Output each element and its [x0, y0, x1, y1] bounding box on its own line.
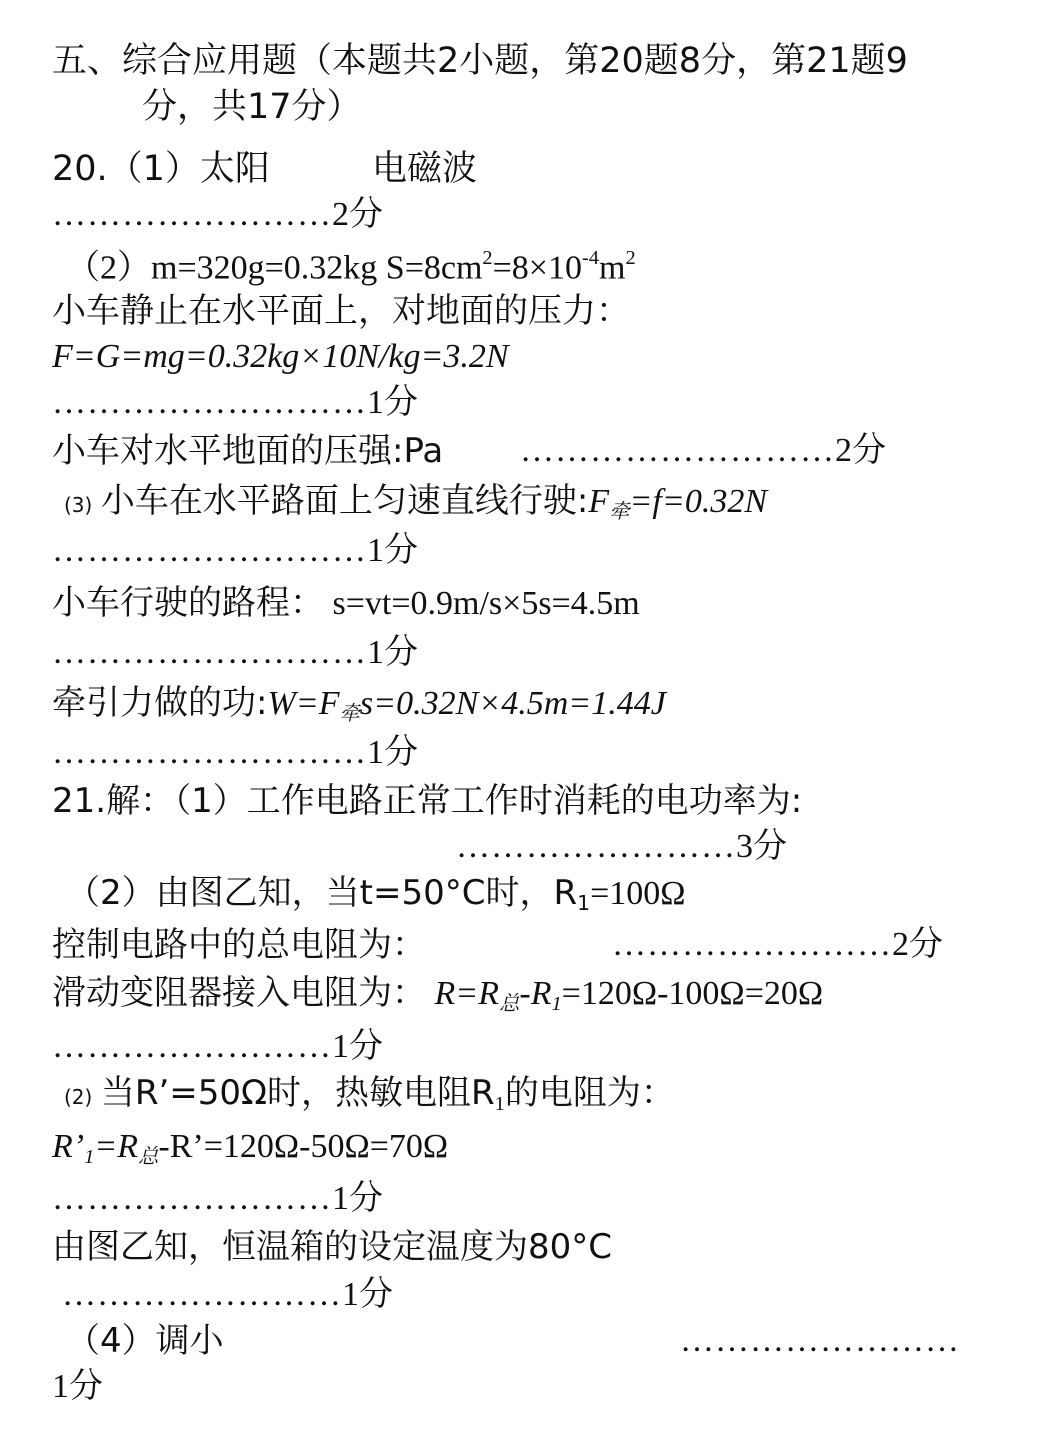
- subscript: 牵: [339, 701, 360, 726]
- score: 2分: [332, 196, 383, 233]
- score: 2分: [892, 926, 943, 963]
- part3-text: 小车在水平路面上匀速直线行驶:: [100, 481, 589, 521]
- subscript: 牵: [609, 499, 630, 524]
- given-text: （2）m=320g=0.32kg S=8cm: [66, 249, 483, 287]
- q21-total-resistance-score-line: [612, 928, 943, 962]
- part2-text: （2）由图乙知，当t=50°C时，R: [66, 873, 578, 913]
- slider-label: 滑动变阻器接入电阻为：: [52, 973, 426, 1013]
- superscript: 2: [482, 247, 493, 269]
- slider-eq: -R: [519, 975, 552, 1012]
- q21-part3-line: [64, 1073, 675, 1116]
- subscript: 1: [84, 1146, 95, 1169]
- dot-leader: ………………………: [52, 532, 367, 569]
- dot-leader: ………………………: [52, 634, 367, 671]
- work-equation: s=0.32N×4.5m=1.44J: [359, 685, 666, 722]
- subscript: 总: [498, 991, 520, 1016]
- distance-label: 小车行驶的路程：: [52, 583, 324, 623]
- q21-r1-prime-equation: [52, 1130, 448, 1168]
- work-label: 牵引力做的功:: [52, 683, 268, 723]
- q21-temperature-score-line: [62, 1278, 393, 1312]
- q21-part1-score-line: [456, 830, 787, 864]
- part3-text: 当R’=50Ω时，热敏电阻R: [100, 1073, 495, 1113]
- q20-part3-line: [64, 481, 767, 524]
- score: 1分: [367, 634, 418, 671]
- q20-distance-line: [52, 583, 640, 623]
- q20-part1-label: 20.（1）太阳: [52, 149, 270, 189]
- q20-pressure-label: 小车对水平地面的压强:Pa: [52, 431, 444, 471]
- dot-leader: ……………………: [612, 926, 892, 963]
- q21-part1-label: 21.解：（1）工作电路正常工作时消耗的电功率为:: [52, 781, 803, 821]
- part3-equation: =f=0.32N: [629, 483, 767, 520]
- dot-leader: ………………………: [52, 384, 367, 421]
- dot-leader: ………………………: [520, 432, 835, 469]
- part3-text: 的电阻为：: [504, 1073, 675, 1113]
- subscript: 1: [494, 1093, 505, 1116]
- q21-total-resistance-label: 控制电路中的总电阻为：: [52, 925, 426, 965]
- part-number: (2): [64, 1085, 93, 1109]
- dot-leader: ………………………: [52, 734, 367, 771]
- q21-part4-label: （4）调小: [66, 1321, 224, 1361]
- given-text: m: [598, 249, 626, 287]
- q20-distance-score-line: [52, 636, 418, 670]
- score: 2分: [835, 432, 886, 469]
- q21-part4-score: 1分: [52, 1368, 103, 1405]
- part2-value: =100Ω: [590, 875, 686, 912]
- q21-slider-line: [52, 973, 824, 1016]
- dot-leader: ……………………: [52, 196, 332, 233]
- superscript: 2: [625, 247, 636, 269]
- subscript: 总: [138, 1144, 159, 1169]
- eq-part: R’: [52, 1128, 85, 1165]
- q20-pressure-score-line: [520, 434, 886, 468]
- score: 1分: [367, 384, 418, 421]
- q20-part1-score-line: [52, 198, 383, 232]
- eq-part: -R’=120Ω-50Ω=70Ω: [158, 1128, 449, 1165]
- work-symbol: W=F: [267, 685, 340, 722]
- score: 1分: [332, 1028, 383, 1065]
- distance-equation: s=vt=0.9m/s×5s=4.5m: [332, 585, 640, 622]
- part-number: (3): [64, 493, 93, 517]
- dot-leader: ……………………: [52, 1028, 332, 1065]
- slider-eq: =120Ω-100Ω=20Ω: [561, 975, 824, 1012]
- subscript: 1: [577, 891, 591, 916]
- score: 1分: [367, 532, 418, 569]
- section-title-line-1: 五、综合应用题（本题共2小题，第20题8分，第21题9: [52, 41, 908, 81]
- q20-part2-given: [66, 248, 636, 285]
- section-title-line-2: 分，共17分）: [142, 87, 362, 127]
- q20-force-equation: F=G=mg=0.32kg×10N/kg=3.2N: [52, 338, 509, 375]
- q20-part3-score-line: [52, 534, 418, 568]
- score: 3分: [736, 828, 787, 865]
- q20-part1-answer: 电磁波: [372, 149, 478, 189]
- q21-slider-score-line: [52, 1030, 383, 1064]
- q21-part3-score-line: [52, 1182, 383, 1216]
- superscript: -4: [581, 247, 599, 269]
- force-symbol: F: [588, 483, 610, 520]
- q21-part2-label: [66, 873, 686, 916]
- q21-part4-dot-leader: ……………………: [680, 1322, 960, 1359]
- slider-eq: R=R: [434, 975, 499, 1012]
- q21-temperature-line: 由图乙知，恒温箱的设定温度为80°C: [52, 1227, 613, 1267]
- score: 1分: [332, 1180, 383, 1217]
- given-text: =8×10: [492, 249, 582, 287]
- subscript: 1: [551, 993, 562, 1016]
- dot-leader: ……………………: [62, 1276, 342, 1313]
- q20-pressure-text: 小车静止在水平面上，对地面的压力：: [52, 291, 630, 331]
- q20-force-score-line: [52, 386, 418, 420]
- score: 1分: [367, 734, 418, 771]
- score: 1分: [342, 1276, 393, 1313]
- dot-leader: ……………………: [52, 1180, 332, 1217]
- eq-part: =R: [94, 1128, 139, 1165]
- dot-leader: ……………………: [456, 828, 736, 865]
- q20-work-line: [52, 683, 666, 726]
- q20-work-score-line: [52, 736, 418, 770]
